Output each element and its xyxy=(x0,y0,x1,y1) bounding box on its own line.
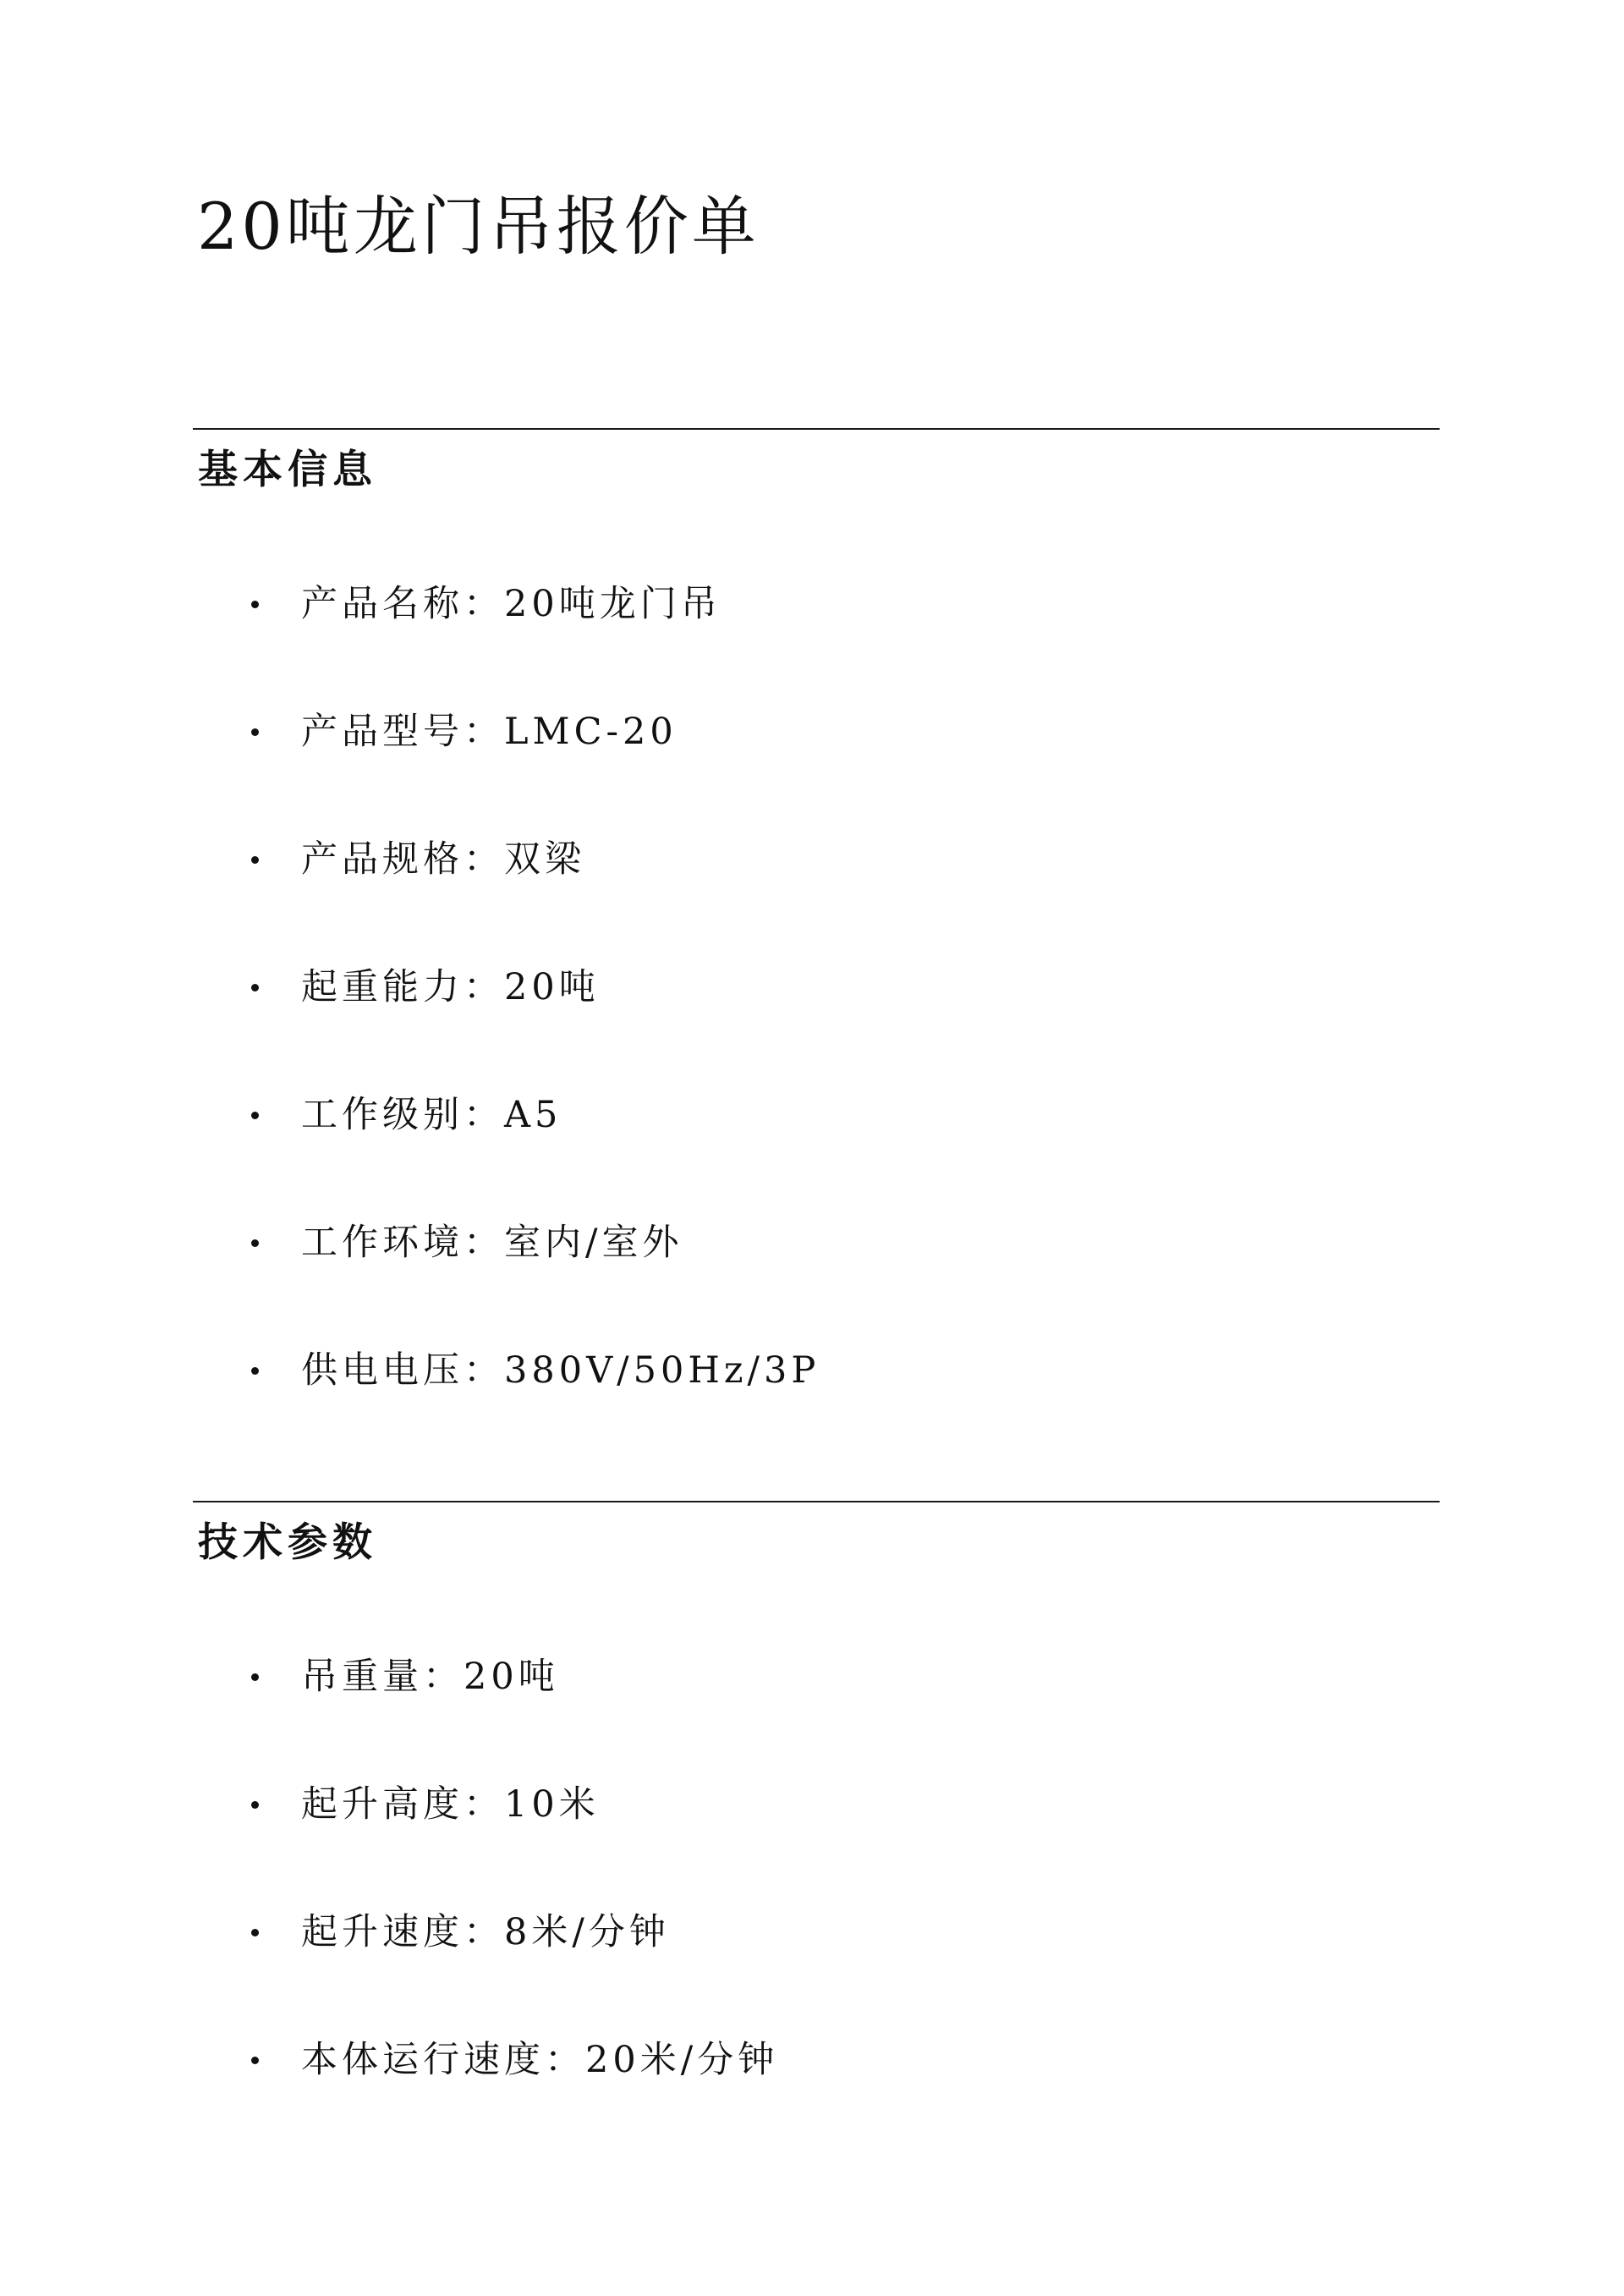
list-item-text: 产品规格：双梁 xyxy=(301,838,585,881)
section-heading: 基本信息 xyxy=(198,447,377,493)
section-basic-info xyxy=(193,428,1440,1392)
list-item-text: 产品名称：20吨龙门吊 xyxy=(301,582,721,625)
bullet-icon xyxy=(251,1801,259,1809)
list-item-text: 起重能力：20吨 xyxy=(301,965,600,1008)
bullet-icon xyxy=(251,1673,259,1681)
list-item xyxy=(193,2035,778,2085)
bullet-icon xyxy=(251,1367,259,1375)
bullet-icon xyxy=(251,2057,259,2064)
list-item-text: 供电电压：380V/50Hz/3P xyxy=(301,1348,820,1392)
section-heading: 技术参数 xyxy=(198,1519,377,1566)
bullet-icon xyxy=(251,728,259,736)
list-item xyxy=(193,1090,562,1140)
section-tech-params xyxy=(193,1501,1440,2093)
bullet-icon xyxy=(251,1239,259,1247)
list-item xyxy=(193,834,585,885)
list-item-text: 本体运行速度：20米/分钟 xyxy=(301,2038,779,2081)
section-divider xyxy=(193,1501,1440,1502)
list-item xyxy=(193,1779,600,1830)
list-item-text: 起升高度：10米 xyxy=(301,1782,600,1826)
list-item-text: 工作级别：A5 xyxy=(301,1093,562,1136)
bullet-icon xyxy=(251,856,259,864)
list-item xyxy=(193,1217,683,1268)
list-item xyxy=(193,706,678,757)
page-title: 20吨龙门吊报价单 xyxy=(197,189,760,264)
bullet-icon xyxy=(251,1929,259,1936)
bullet-icon xyxy=(251,984,259,991)
list-item-text: 产品型号：LMC-20 xyxy=(301,710,678,753)
list-item xyxy=(193,1907,670,1958)
list-item-text: 起升速度：8米/分钟 xyxy=(301,1910,670,1953)
list-item xyxy=(193,579,721,629)
list-item-text: 吊重量：20吨 xyxy=(301,1655,559,1698)
bullet-icon xyxy=(251,1112,259,1119)
list-item-text: 工作环境：室内/室外 xyxy=(301,1221,683,1264)
list-item xyxy=(193,962,600,1013)
section-divider xyxy=(193,428,1440,430)
bullet-icon xyxy=(251,601,259,608)
list-item xyxy=(193,1651,559,1702)
list-item xyxy=(193,1345,820,1396)
